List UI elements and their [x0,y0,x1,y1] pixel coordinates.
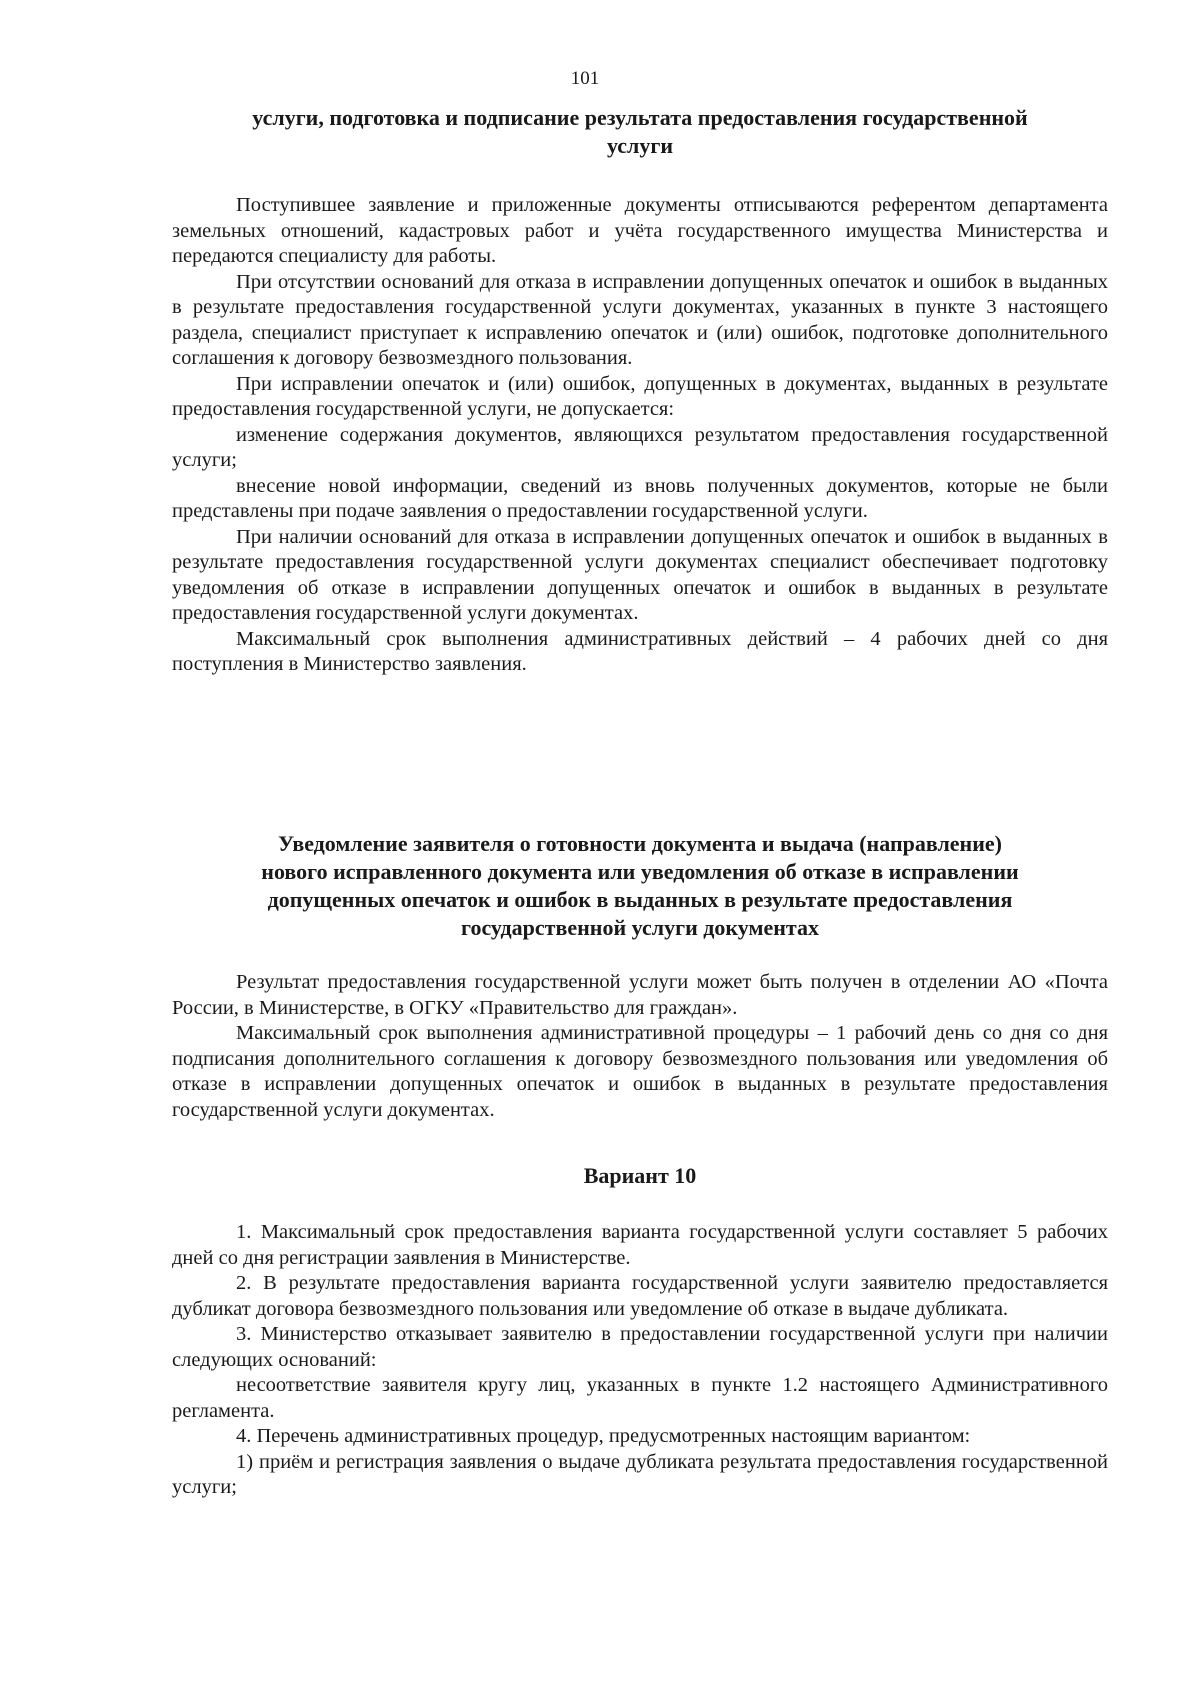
paragraph: изменение содержания документов, являющихся результатом предоставления государственной услуги; [172,423,1108,471]
paragraph: Поступившее заявление и приложенные документы отписываются референтом департамента земельных отношений, кадастровых работ и учёта государственного имущества Министерства и передаются специалисту для работы. [172,194,1108,267]
heading-line: государственной услуги документах [461,915,819,940]
section-heading-2 [172,830,1108,942]
section-heading-1 [172,104,1108,160]
paragraph: внесение новой информации, сведений из вновь полученных документов, которые не были представлены при подаче заявления о предоставлении государственной услуги. [172,474,1108,522]
paragraph: Результат предоставления государственной услуги может быть получен в отделении АО «Почта России, в Министерстве, в ОГКУ «Правительство для граждан». [172,971,1108,1019]
section-heading-3 [172,1162,1108,1190]
paragraph: 4. Перечень административных процедур, предусмотренных настоящим вариантом: [236,1425,971,1447]
paragraph: При наличии оснований для отказа в исправлении допущенных опечаток и ошибок в выданных в результате предоставления государственной услуги документах специалист обеспечивает подготовку уведомления об отказе в исправлении допущенных опечаток и ошибок в выданных в результате предоставления государственной услуги документах. [172,525,1108,624]
paragraph: Максимальный срок выполнения административных действий – 4 рабочих дней со дня поступления в Министерство заявления. [172,627,1108,675]
section-body-1 [172,193,1108,678]
page-number: 101 [570,68,600,89]
section-body-3 [172,1220,1108,1501]
paragraph: 3. Министерство отказывает заявителю в предоставлении государственной услуги при наличии следующих оснований: [172,1323,1108,1371]
heading-line: нового исправленного документа или уведомления об отказе в исправлении [261,859,1019,884]
heading-line: услуги [606,133,674,158]
heading-line: Уведомление заявителя о готовности документа и выдача (направление) [277,831,1002,856]
heading-line: услуги, подготовка и подписание результата предоставления государственной [252,105,1028,130]
paragraph: 1) приём и регистрация заявления о выдаче дубликата результата предоставления государственной услуги; [172,1450,1108,1498]
paragraph: При отсутствии оснований для отказа в исправлении допущенных опечаток и ошибок в выданных в результате предоставления государственной услуги документах, указанных в пункте 3 настоящего раздела, специалист приступает к исправлению опечаток и (или) ошибок, подготовке дополнительного соглашения к договору безвозмездного пользования. [172,270,1108,369]
paragraph: Максимальный срок выполнения административной процедуры – 1 рабочий день со дня со дня подписания дополнительного соглашения к договору безвозмездного пользования или уведомления об отказе в исправлении допущенных опечаток и ошибок в выданных в результате предоставления государственной услуги документах. [172,1022,1108,1121]
paragraph: При исправлении опечаток и (или) ошибок, допущенных в документах, выданных в результате предоставления государственной услуги, не допускается: [172,372,1108,420]
variant-heading: Вариант 10 [583,1163,697,1188]
paragraph: 2. В результате предоставления варианта государственной услуги заявителю предоставляется дубликат договора безвозмездного пользования или уведомление об отказе в выдаче дубликата. [172,1272,1108,1320]
heading-line: допущенных опечаток и ошибок в выданных в результате предоставления [267,887,1013,912]
paragraph: 1. Максимальный срок предоставления варианта государственной услуги составляет 5 рабочих дней со дня регистрации заявления в Министерстве. [172,1221,1108,1269]
section-body-2 [172,970,1108,1123]
paragraph: несоответствие заявителя кругу лиц, указанных в пункте 1.2 настоящего Административного регламента. [172,1374,1108,1422]
